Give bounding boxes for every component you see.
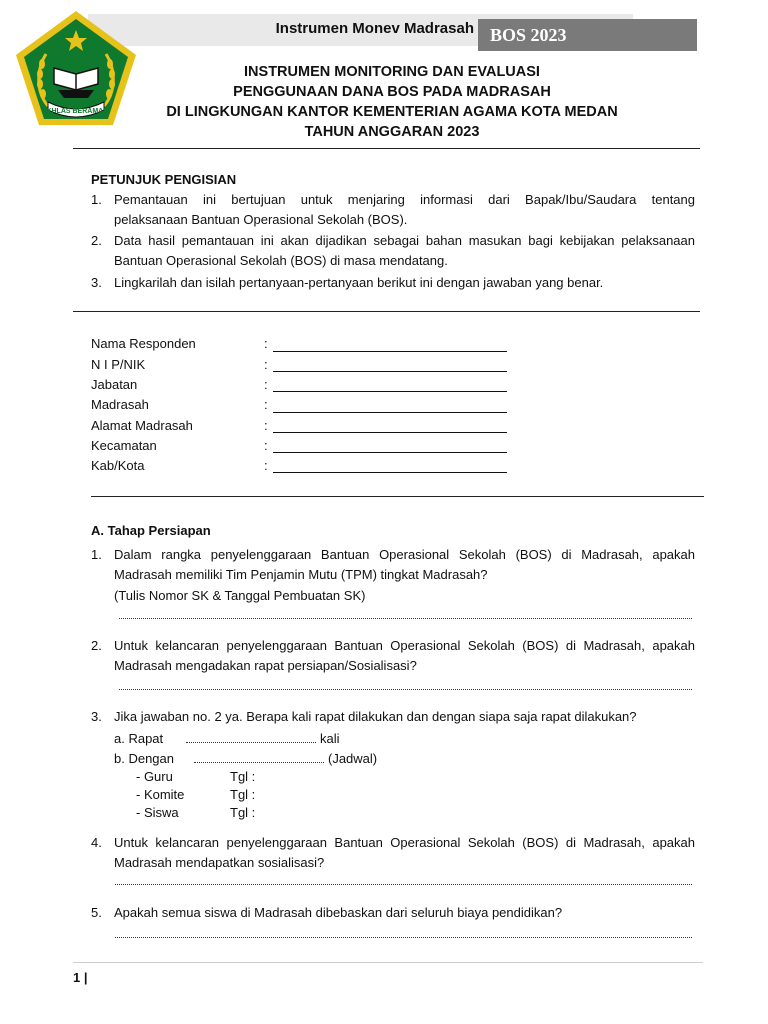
field-colon: : bbox=[264, 458, 268, 473]
answer-rapat-count[interactable] bbox=[186, 742, 316, 743]
petunjuk-item-3-line-1: Lingkarilah dan isilah pertanyaan-pertanyaan berikut ini dengan jawaban yang benar. bbox=[114, 275, 604, 290]
field-input-nama-responden[interactable] bbox=[273, 351, 507, 352]
q3-sub-komite-tgl: Tgl : bbox=[230, 787, 256, 802]
q3-a-suffix: kali bbox=[320, 731, 340, 746]
question-2-line-1: Untuk kelancaran penyelenggaraan Bantuan Operasional Sekolah (BOS) di Madrasah, apakah bbox=[114, 638, 695, 653]
section-a-heading: A. Tahap Persiapan bbox=[91, 523, 211, 538]
field-input-jabatan[interactable] bbox=[273, 391, 507, 392]
question-4-line-1: Untuk kelancaran penyelenggaraan Bantuan Operasional Sekolah (BOS) di Madrasah, apakah bbox=[114, 835, 695, 850]
doc-title-line-2: PENGGUNAAN DANA BOS PADA MADRASAH bbox=[233, 84, 551, 100]
divider bbox=[91, 496, 704, 497]
petunjuk-item-2-line-1: Data hasil pemantauan ini akan dijadikan sebagai bahan masukan bagi kebijakan pelaksanaan bbox=[114, 233, 695, 248]
field-colon: : bbox=[264, 336, 268, 351]
answer-line-q1[interactable] bbox=[119, 618, 692, 619]
field-colon: : bbox=[264, 377, 268, 392]
doc-title-line-4: TAHUN ANGGARAN 2023 bbox=[304, 124, 480, 140]
q3-sub-guru: - Guru bbox=[136, 769, 173, 784]
field-label-jabatan: Jabatan bbox=[91, 377, 138, 392]
question-4-num: 4. bbox=[91, 835, 102, 850]
q3-b-label: b. Dengan bbox=[114, 751, 174, 766]
q3-a-label: a. Rapat bbox=[114, 731, 164, 746]
field-input-madrasah[interactable] bbox=[273, 412, 507, 413]
header-instrument-label: Instrumen Monev Madrasah bbox=[275, 20, 474, 37]
question-2-num: 2. bbox=[91, 638, 102, 653]
petunjuk-item-2-line-2: Bantuan Operasional Sekolah (BOS) di masa mendatang. bbox=[114, 253, 448, 268]
field-input-alamat-madrasah[interactable] bbox=[273, 432, 507, 433]
field-label-kecamatan: Kecamatan bbox=[91, 438, 157, 453]
answer-line-q5[interactable] bbox=[115, 937, 692, 938]
footer-divider bbox=[73, 962, 703, 963]
field-label-nama-responden: Nama Responden bbox=[91, 336, 196, 351]
answer-line-q4[interactable] bbox=[115, 884, 692, 885]
divider bbox=[73, 311, 700, 312]
q3-sub-siswa: - Siswa bbox=[136, 805, 179, 820]
petunjuk-num-2: 2. bbox=[91, 233, 102, 248]
field-label-kab-kota: Kab/Kota bbox=[91, 458, 145, 473]
field-input-nip-nik[interactable] bbox=[273, 371, 507, 372]
field-colon: : bbox=[264, 418, 268, 433]
q3-sub-siswa-tgl: Tgl : bbox=[230, 805, 256, 820]
question-1-line-2: Madrasah memiliki Tim Penjamin Mutu (TPM) tingkat Madrasah? bbox=[114, 567, 488, 582]
field-label-madrasah: Madrasah bbox=[91, 397, 149, 412]
answer-line-q2[interactable] bbox=[119, 689, 692, 690]
question-2-line-2: Madrasah mengadakan rapat persiapan/Sosialisasi? bbox=[114, 658, 417, 673]
petunjuk-heading: PETUNJUK PENGISIAN bbox=[91, 172, 237, 187]
petunjuk-item-1-line-1: Pemantauan ini bertujuan untuk menjaring informasi dari Bapak/Ibu/Saudara tentang bbox=[114, 192, 695, 207]
question-3-num: 3. bbox=[91, 709, 102, 724]
field-label-nip-nik: N I P/NIK bbox=[91, 357, 146, 372]
logo-motto: IKHLAS BERAMAL bbox=[44, 108, 108, 115]
field-label-alamat-madrasah: Alamat Madrasah bbox=[91, 418, 193, 433]
question-1-note: (Tulis Nomor SK & Tanggal Pembuatan SK) bbox=[114, 588, 366, 603]
page-number: 1 | bbox=[73, 970, 88, 985]
question-1-line-1: Dalam rangka penyelenggaraan Bantuan Operasional Sekolah (BOS) di Madrasah, apakah bbox=[114, 547, 695, 562]
field-colon: : bbox=[264, 397, 268, 412]
field-input-kab-kota[interactable] bbox=[273, 472, 507, 473]
answer-dengan[interactable] bbox=[194, 762, 324, 763]
q3-sub-komite: - Komite bbox=[136, 787, 185, 802]
question-4-line-2: Madrasah mendapatkan sosialisasi? bbox=[114, 855, 325, 870]
petunjuk-item-1-line-2: pelaksanaan Bantuan Operasional Sekolah (BOS). bbox=[114, 212, 408, 227]
field-colon: : bbox=[264, 438, 268, 453]
divider bbox=[73, 148, 700, 149]
doc-title-line-3: DI LINGKUNGAN KANTOR KEMENTERIAN AGAMA KOTA MEDAN bbox=[166, 104, 618, 120]
question-5-num: 5. bbox=[91, 905, 102, 920]
q3-b-suffix: (Jadwal) bbox=[328, 751, 378, 766]
doc-title-line-1: INSTRUMEN MONITORING DAN EVALUASI bbox=[244, 64, 540, 80]
question-5-text: Apakah semua siswa di Madrasah dibebaskan dari seluruh biaya pendidikan? bbox=[114, 905, 563, 920]
field-colon: : bbox=[264, 357, 268, 372]
question-3-text: Jika jawaban no. 2 ya. Berapa kali rapat dilakukan dan dengan siapa saja rapat dilakukan? bbox=[114, 709, 637, 724]
petunjuk-num-3: 3. bbox=[91, 275, 102, 290]
header-tag-bos: BOS 2023 bbox=[478, 19, 697, 51]
petunjuk-num-1: 1. bbox=[91, 192, 102, 207]
field-input-kecamatan[interactable] bbox=[273, 452, 507, 453]
question-1-num: 1. bbox=[91, 547, 102, 562]
logo-rehal-stand bbox=[58, 90, 94, 98]
q3-sub-guru-tgl: Tgl : bbox=[230, 769, 256, 784]
